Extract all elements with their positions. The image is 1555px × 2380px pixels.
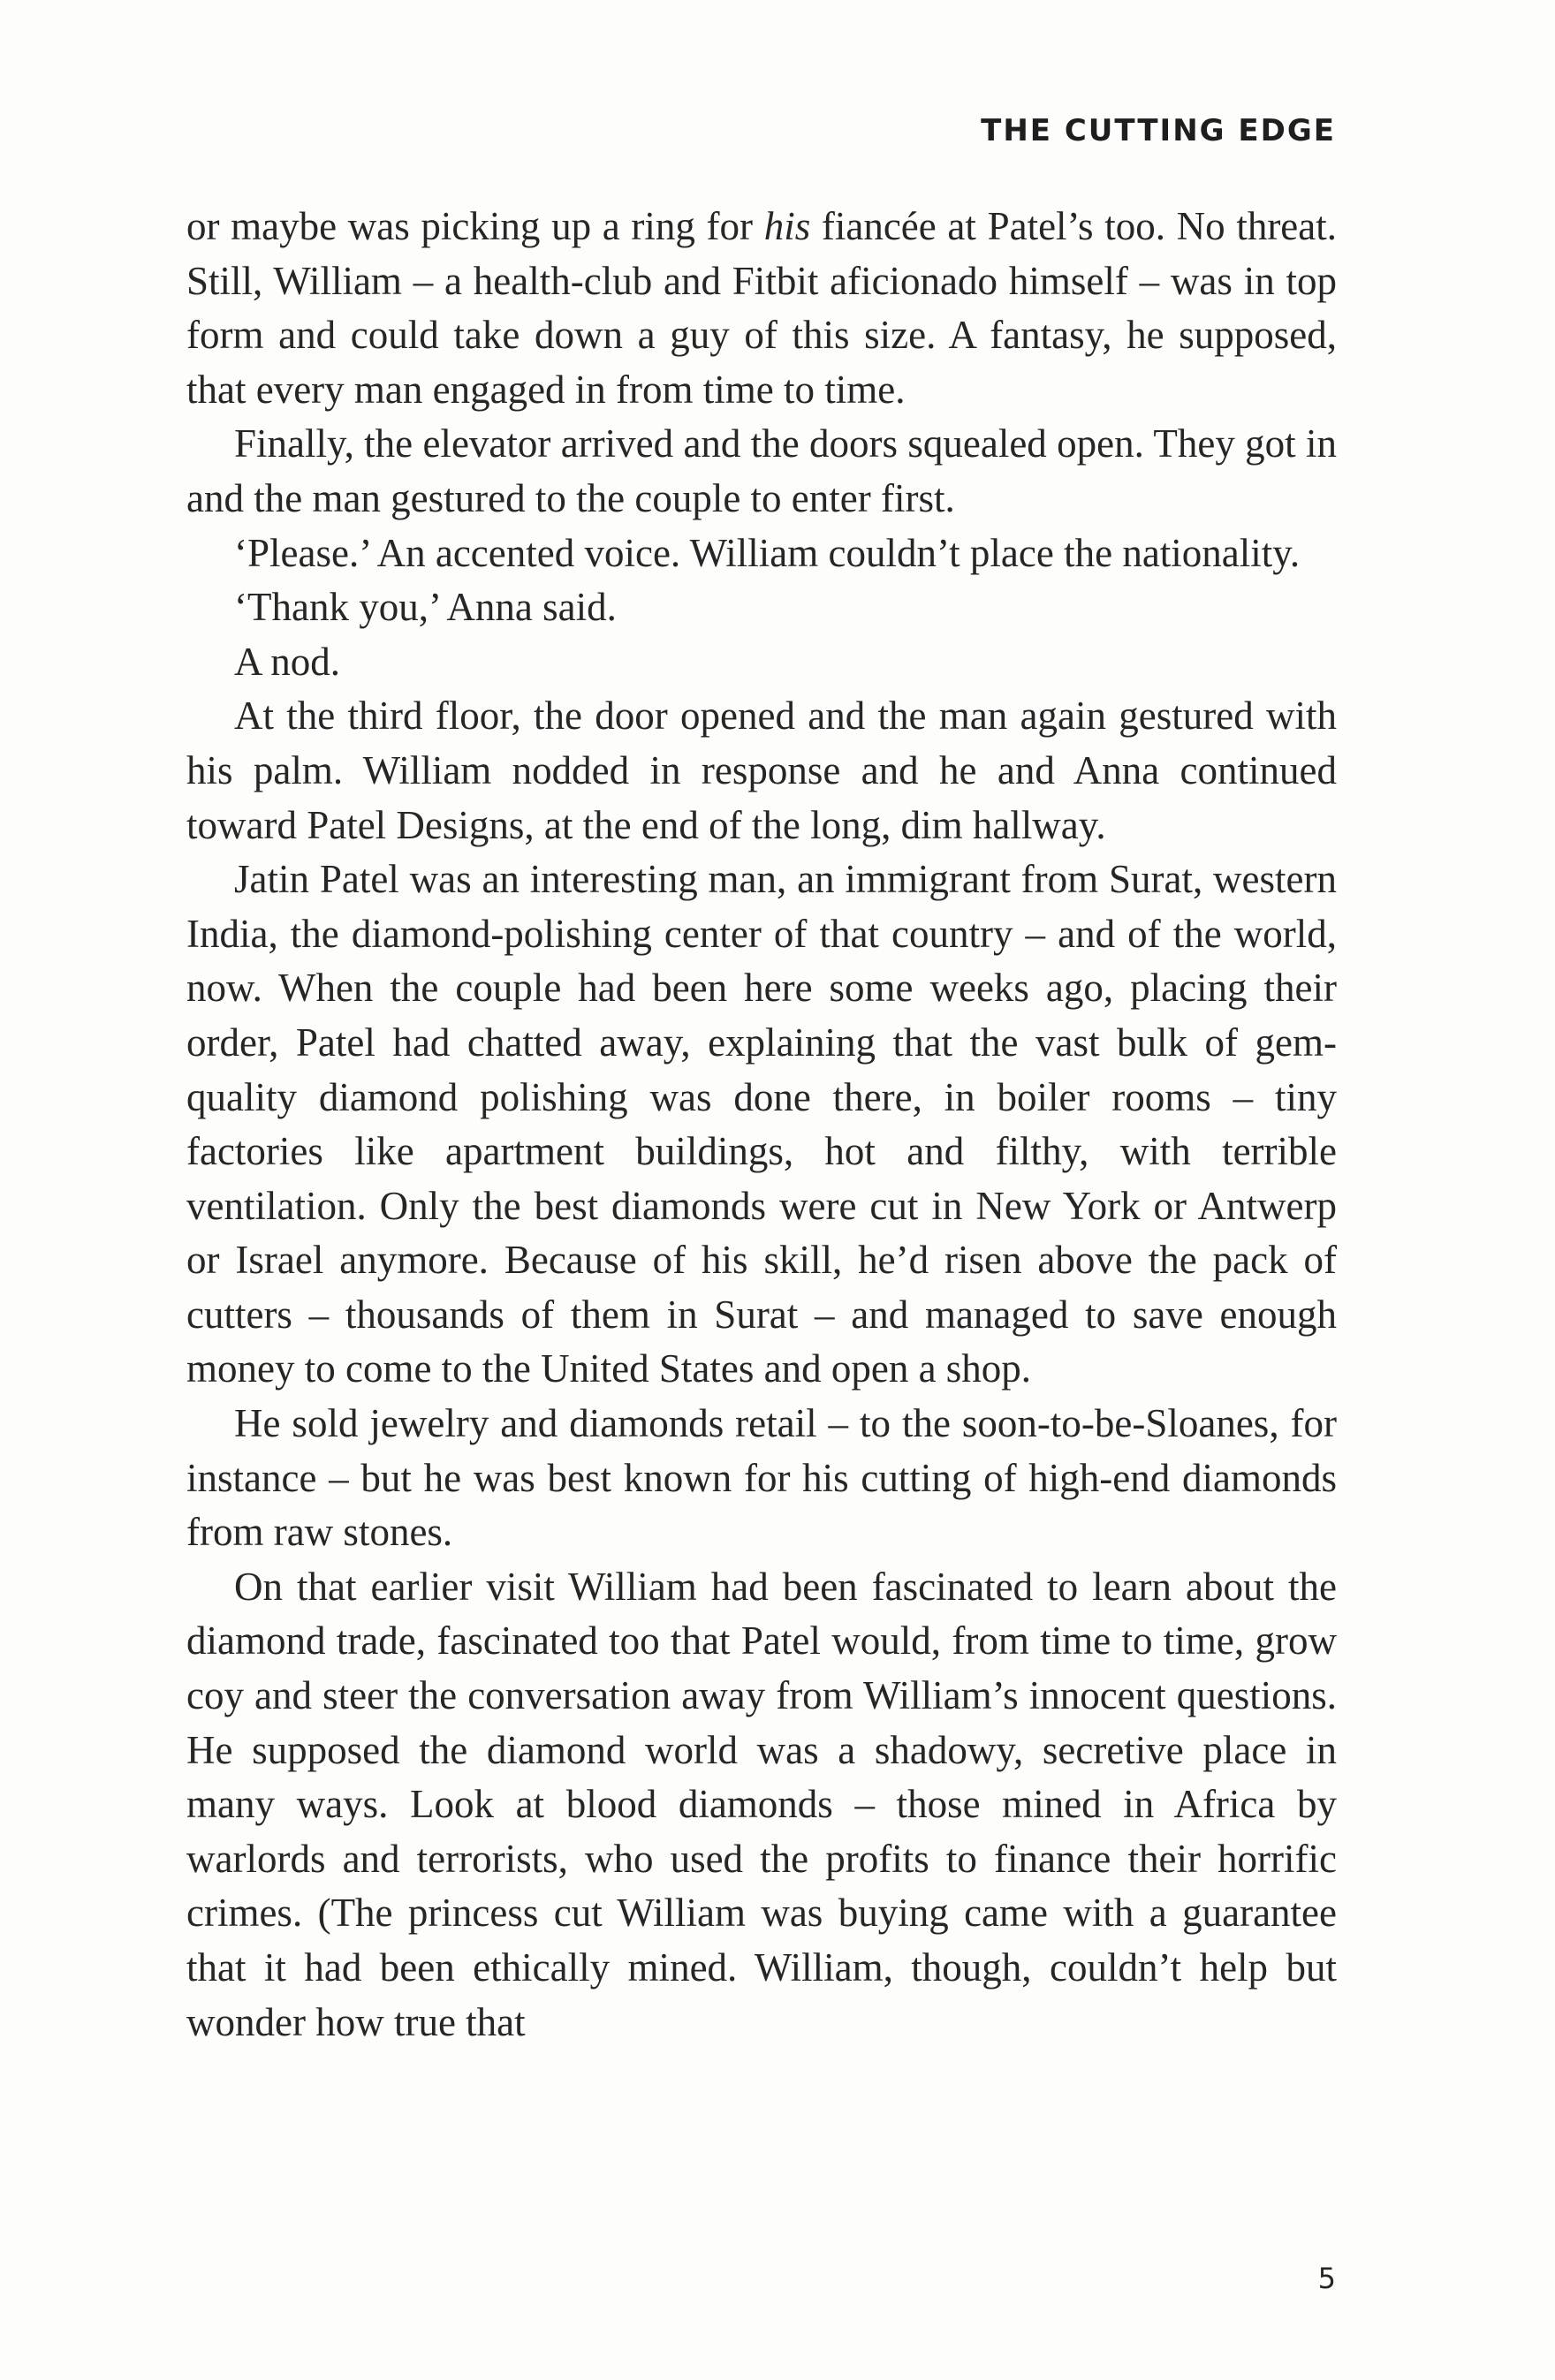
paragraph-5: A nod. <box>234 639 341 684</box>
paragraph-1-end: fiancée at Patel’s too. No threat. Still, William – a health-club and Fitbit aficionado himself – was in top form and could take down a guy of this size. A fantasy, he supposed, that every man engaged in from time to time. <box>186 204 1337 412</box>
paragraph-2: Finally, the elevator arrived and the doors squealed open. They got in and the man gestured to the couple to enter first. <box>186 421 1337 520</box>
page-number: 5 <box>1317 2262 1336 2295</box>
paragraph-6: At the third floor, the door opened and the man again gestured with his palm. William nodded in response and he and Anna continued toward Patel Designs, at the end of the long, dim hallway. <box>186 694 1337 847</box>
paragraph-7: Jatin Patel was an interesting man, an immigrant from Surat, western India, the diamond-polishing center of that country – and of the world, now. When the couple had been here some weeks ago, placing their order, Patel had chatted away, explaining that the vast bulk of gem-quality diamond polishing was done there, in boiler rooms – tiny factories like apartment buildings, hot and filthy, with terrible ventilation. Only the best diamonds were cut in New York or Antwerp or Israel anymore. Because of his skill, he’d risen above the pack of cutters – thousands of them in Surat – and managed to save enough money to come to the United States and open a shop. <box>186 857 1337 1391</box>
paragraph-9: On that earlier visit William had been fascinated to learn about the diamond trade, fascinated too that Patel would, from time to time, grow coy and steer the conversation away from William’s innocent questions. He supposed the diamond world was a shadowy, secretive place in many ways. Look at blood diamonds – those mined in Africa by warlords and terrorists, who used the profits to finance their horrific crimes. (The princess cut William was buying came with a guarantee that it had been ethically mined. William, though, couldn’t help but wonder how true that <box>186 1564 1337 2044</box>
paragraph-1 <box>186 200 1337 417</box>
emphasis-his: his <box>763 204 811 248</box>
body-text <box>186 200 1337 2050</box>
paragraph-4: ‘Thank you,’ Anna said. <box>234 585 617 630</box>
paragraph-1-start: or maybe was picking up a ring for <box>186 204 764 248</box>
paragraph-3: ‘Please.’ An accented voice. William couldn’t place the nationality. <box>234 530 1301 575</box>
running-head-title: THE CUTTING EDGE <box>981 113 1336 148</box>
paragraph-8: He sold jewelry and diamonds retail – to the soon-to-be-Sloanes, for instance – but he was best known for his cutting of high-end diamonds from raw stones. <box>186 1401 1337 1555</box>
